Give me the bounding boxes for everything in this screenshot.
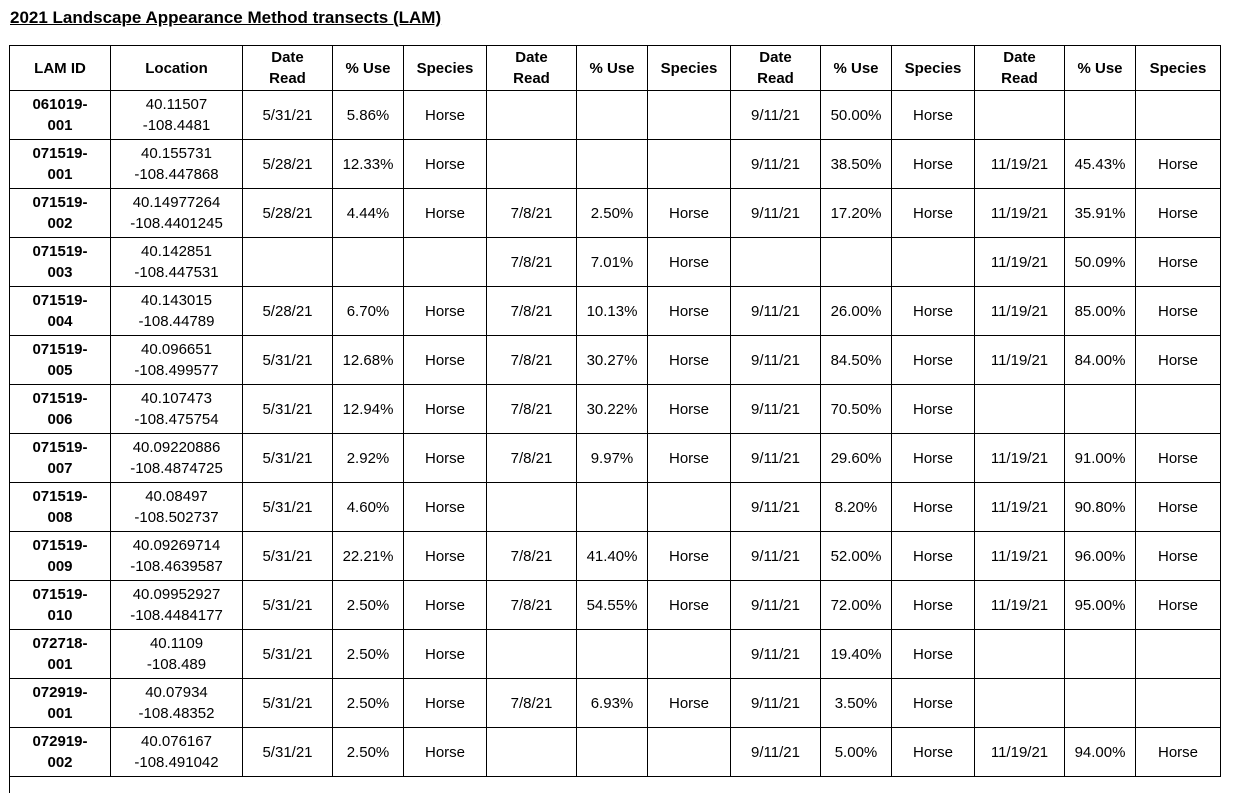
lam-id-cell: 071519- 003	[10, 238, 111, 287]
species-cell: Horse	[404, 336, 487, 385]
header-date-read: Date Read	[487, 46, 577, 91]
location-cell: 40.09220886 -108.4874725	[111, 434, 243, 483]
species-cell	[648, 91, 731, 140]
location-cell: 40.07934 -108.48352	[111, 679, 243, 728]
header-species: Species	[1136, 46, 1221, 91]
date-read-cell	[975, 630, 1065, 679]
location-cell: 40.143015 -108.44789	[111, 287, 243, 336]
date-read-cell	[731, 238, 821, 287]
header-location: Location	[111, 46, 243, 91]
pct-use-cell	[1065, 385, 1136, 434]
pct-use-cell: 10.13%	[577, 287, 648, 336]
date-read-cell: 7/8/21	[487, 336, 577, 385]
header-pct-use: % Use	[821, 46, 892, 91]
date-read-cell	[487, 483, 577, 532]
lam-id-cell: 071519- 010	[10, 581, 111, 630]
date-read-cell: 9/11/21	[731, 630, 821, 679]
species-cell	[648, 483, 731, 532]
species-cell	[1136, 679, 1221, 728]
header-pct-use: % Use	[1065, 46, 1136, 91]
pct-use-cell: 3.50%	[821, 679, 892, 728]
pct-use-cell: 12.68%	[333, 336, 404, 385]
species-cell: Horse	[1136, 434, 1221, 483]
species-cell: Horse	[892, 483, 975, 532]
date-read-cell: 11/19/21	[975, 728, 1065, 777]
pct-use-cell: 26.00%	[821, 287, 892, 336]
lam-id-cell: 072919- 001	[10, 679, 111, 728]
pct-use-cell: 84.50%	[821, 336, 892, 385]
table-row	[10, 336, 1221, 385]
pct-use-cell: 7.01%	[577, 238, 648, 287]
date-read-cell	[975, 385, 1065, 434]
date-read-cell: 11/19/21	[975, 140, 1065, 189]
lam-id-cell: 072919- 002	[10, 728, 111, 777]
species-cell	[1136, 385, 1221, 434]
species-cell: Horse	[892, 91, 975, 140]
pct-use-cell: 96.00%	[1065, 532, 1136, 581]
pct-use-cell: 30.27%	[577, 336, 648, 385]
species-cell: Horse	[404, 385, 487, 434]
pct-use-cell: 95.00%	[1065, 581, 1136, 630]
table-body	[10, 91, 1221, 777]
date-read-cell: 7/8/21	[487, 385, 577, 434]
pct-use-cell	[1065, 91, 1136, 140]
pct-use-cell: 50.00%	[821, 91, 892, 140]
table-row	[10, 385, 1221, 434]
table-row	[10, 728, 1221, 777]
species-cell	[1136, 91, 1221, 140]
date-read-cell: 9/11/21	[731, 483, 821, 532]
table-row	[10, 287, 1221, 336]
table-row	[10, 532, 1221, 581]
date-read-cell: 7/8/21	[487, 679, 577, 728]
date-read-cell: 7/8/21	[487, 287, 577, 336]
pct-use-cell: 35.91%	[1065, 189, 1136, 238]
date-read-cell: 9/11/21	[731, 140, 821, 189]
date-read-cell: 7/8/21	[487, 238, 577, 287]
date-read-cell	[975, 679, 1065, 728]
species-cell: Horse	[892, 679, 975, 728]
header-species: Species	[648, 46, 731, 91]
date-read-cell	[487, 630, 577, 679]
date-read-cell: 7/8/21	[487, 581, 577, 630]
date-read-cell: 5/31/21	[243, 483, 333, 532]
date-read-cell: 9/11/21	[731, 189, 821, 238]
species-cell: Horse	[648, 434, 731, 483]
pct-use-cell: 6.70%	[333, 287, 404, 336]
species-cell: Horse	[404, 287, 487, 336]
pct-use-cell: 45.43%	[1065, 140, 1136, 189]
date-read-cell: 11/19/21	[975, 287, 1065, 336]
table-row	[10, 581, 1221, 630]
pct-use-cell: 12.33%	[333, 140, 404, 189]
date-read-cell: 5/31/21	[243, 385, 333, 434]
species-cell: Horse	[648, 336, 731, 385]
header-species: Species	[892, 46, 975, 91]
species-cell: Horse	[1136, 238, 1221, 287]
lam-transects-table	[9, 45, 1221, 777]
pct-use-cell: 4.44%	[333, 189, 404, 238]
date-read-cell: 11/19/21	[975, 434, 1065, 483]
lam-id-cell: 061019- 001	[10, 91, 111, 140]
species-cell: Horse	[648, 287, 731, 336]
pct-use-cell: 9.97%	[577, 434, 648, 483]
pct-use-cell: 50.09%	[1065, 238, 1136, 287]
species-cell: Horse	[404, 140, 487, 189]
pct-use-cell: 2.50%	[333, 581, 404, 630]
species-cell: Horse	[1136, 287, 1221, 336]
date-read-cell: 5/31/21	[243, 630, 333, 679]
pct-use-cell: 2.50%	[333, 630, 404, 679]
date-read-cell	[487, 140, 577, 189]
date-read-cell: 5/31/21	[243, 532, 333, 581]
pct-use-cell	[577, 140, 648, 189]
species-cell: Horse	[892, 434, 975, 483]
date-read-cell: 11/19/21	[975, 581, 1065, 630]
location-cell: 40.14977264 -108.4401245	[111, 189, 243, 238]
pct-use-cell: 30.22%	[577, 385, 648, 434]
lam-id-cell: 071519- 002	[10, 189, 111, 238]
pct-use-cell: 91.00%	[1065, 434, 1136, 483]
date-read-cell: 9/11/21	[731, 679, 821, 728]
species-cell: Horse	[404, 679, 487, 728]
lam-id-cell: 071519- 006	[10, 385, 111, 434]
pct-use-cell: 90.80%	[1065, 483, 1136, 532]
species-cell: Horse	[892, 287, 975, 336]
species-cell: Horse	[404, 581, 487, 630]
species-cell: Horse	[892, 336, 975, 385]
pct-use-cell: 4.60%	[333, 483, 404, 532]
table-row	[10, 679, 1221, 728]
date-read-cell: 7/8/21	[487, 189, 577, 238]
lam-id-cell: 071519- 007	[10, 434, 111, 483]
pct-use-cell: 2.92%	[333, 434, 404, 483]
pct-use-cell	[821, 238, 892, 287]
species-cell: Horse	[404, 189, 487, 238]
species-cell: Horse	[892, 581, 975, 630]
location-cell: 40.1109 -108.489	[111, 630, 243, 679]
page-edge-line	[9, 775, 10, 793]
species-cell	[648, 140, 731, 189]
pct-use-cell	[1065, 630, 1136, 679]
species-cell: Horse	[892, 728, 975, 777]
date-read-cell: 9/11/21	[731, 91, 821, 140]
pct-use-cell: 22.21%	[333, 532, 404, 581]
species-cell: Horse	[648, 238, 731, 287]
pct-use-cell	[333, 238, 404, 287]
pct-use-cell: 38.50%	[821, 140, 892, 189]
species-cell: Horse	[1136, 336, 1221, 385]
date-read-cell: 5/31/21	[243, 91, 333, 140]
date-read-cell: 11/19/21	[975, 483, 1065, 532]
species-cell	[648, 630, 731, 679]
table-row	[10, 91, 1221, 140]
date-read-cell: 9/11/21	[731, 287, 821, 336]
page-title: 2021 Landscape Appearance Method transects (LAM)	[10, 8, 442, 27]
lam-id-cell: 071519- 008	[10, 483, 111, 532]
header-row	[10, 46, 1221, 91]
species-cell: Horse	[404, 532, 487, 581]
table-row	[10, 630, 1221, 679]
pct-use-cell: 29.60%	[821, 434, 892, 483]
species-cell: Horse	[404, 728, 487, 777]
date-read-cell: 11/19/21	[975, 336, 1065, 385]
pct-use-cell: 2.50%	[577, 189, 648, 238]
pct-use-cell: 19.40%	[821, 630, 892, 679]
date-read-cell: 7/8/21	[487, 434, 577, 483]
species-cell: Horse	[404, 434, 487, 483]
pct-use-cell	[577, 630, 648, 679]
species-cell: Horse	[648, 679, 731, 728]
species-cell: Horse	[1136, 728, 1221, 777]
species-cell: Horse	[1136, 483, 1221, 532]
table-row	[10, 189, 1221, 238]
header-species: Species	[404, 46, 487, 91]
pct-use-cell: 85.00%	[1065, 287, 1136, 336]
date-read-cell: 5/28/21	[243, 287, 333, 336]
species-cell: Horse	[1136, 189, 1221, 238]
location-cell: 40.09269714 -108.4639587	[111, 532, 243, 581]
date-read-cell	[975, 91, 1065, 140]
lam-id-cell: 071519- 001	[10, 140, 111, 189]
lam-id-cell: 071519- 005	[10, 336, 111, 385]
species-cell: Horse	[892, 140, 975, 189]
location-cell: 40.076167 -108.491042	[111, 728, 243, 777]
pct-use-cell: 5.00%	[821, 728, 892, 777]
pct-use-cell: 84.00%	[1065, 336, 1136, 385]
date-read-cell: 7/8/21	[487, 532, 577, 581]
pct-use-cell: 41.40%	[577, 532, 648, 581]
pct-use-cell: 52.00%	[821, 532, 892, 581]
species-cell: Horse	[648, 532, 731, 581]
pct-use-cell: 12.94%	[333, 385, 404, 434]
species-cell: Horse	[892, 189, 975, 238]
date-read-cell: 11/19/21	[975, 189, 1065, 238]
lam-id-cell: 072718- 001	[10, 630, 111, 679]
date-read-cell	[487, 91, 577, 140]
date-read-cell: 9/11/21	[731, 532, 821, 581]
species-cell: Horse	[404, 91, 487, 140]
species-cell: Horse	[648, 581, 731, 630]
species-cell: Horse	[892, 630, 975, 679]
location-cell: 40.11507 -108.4481	[111, 91, 243, 140]
date-read-cell: 9/11/21	[731, 385, 821, 434]
species-cell	[404, 238, 487, 287]
pct-use-cell	[577, 728, 648, 777]
date-read-cell: 5/28/21	[243, 189, 333, 238]
pct-use-cell: 70.50%	[821, 385, 892, 434]
species-cell: Horse	[1136, 140, 1221, 189]
date-read-cell: 9/11/21	[731, 336, 821, 385]
pct-use-cell: 2.50%	[333, 728, 404, 777]
species-cell	[1136, 630, 1221, 679]
location-cell: 40.155731 -108.447868	[111, 140, 243, 189]
date-read-cell: 5/31/21	[243, 336, 333, 385]
table-row	[10, 140, 1221, 189]
date-read-cell	[243, 238, 333, 287]
pct-use-cell: 94.00%	[1065, 728, 1136, 777]
species-cell: Horse	[892, 385, 975, 434]
species-cell: Horse	[1136, 532, 1221, 581]
location-cell: 40.09952927 -108.4484177	[111, 581, 243, 630]
pct-use-cell: 6.93%	[577, 679, 648, 728]
lam-id-cell: 071519- 004	[10, 287, 111, 336]
header-pct-use: % Use	[333, 46, 404, 91]
pct-use-cell	[577, 483, 648, 532]
date-read-cell: 5/31/21	[243, 434, 333, 483]
header-date-read: Date Read	[975, 46, 1065, 91]
table-row	[10, 238, 1221, 287]
pct-use-cell	[1065, 679, 1136, 728]
header-pct-use: % Use	[577, 46, 648, 91]
location-cell: 40.096651 -108.499577	[111, 336, 243, 385]
species-cell: Horse	[404, 483, 487, 532]
location-cell: 40.08497 -108.502737	[111, 483, 243, 532]
pct-use-cell: 54.55%	[577, 581, 648, 630]
date-read-cell: 9/11/21	[731, 434, 821, 483]
date-read-cell	[487, 728, 577, 777]
pct-use-cell: 8.20%	[821, 483, 892, 532]
location-cell: 40.107473 -108.475754	[111, 385, 243, 434]
header-date-read: Date Read	[731, 46, 821, 91]
table-row	[10, 483, 1221, 532]
date-read-cell: 5/31/21	[243, 581, 333, 630]
species-cell: Horse	[892, 532, 975, 581]
date-read-cell: 5/31/21	[243, 728, 333, 777]
header-date-read: Date Read	[243, 46, 333, 91]
pct-use-cell: 5.86%	[333, 91, 404, 140]
species-cell: Horse	[648, 189, 731, 238]
date-read-cell: 11/19/21	[975, 238, 1065, 287]
table-row	[10, 434, 1221, 483]
species-cell	[648, 728, 731, 777]
date-read-cell: 5/28/21	[243, 140, 333, 189]
species-cell: Horse	[404, 630, 487, 679]
date-read-cell: 9/11/21	[731, 728, 821, 777]
date-read-cell: 5/31/21	[243, 679, 333, 728]
pct-use-cell: 2.50%	[333, 679, 404, 728]
species-cell: Horse	[1136, 581, 1221, 630]
date-read-cell: 11/19/21	[975, 532, 1065, 581]
date-read-cell: 9/11/21	[731, 581, 821, 630]
species-cell: Horse	[648, 385, 731, 434]
pct-use-cell: 17.20%	[821, 189, 892, 238]
header-lam-id: LAM ID	[10, 46, 111, 91]
species-cell	[892, 238, 975, 287]
pct-use-cell	[577, 91, 648, 140]
lam-id-cell: 071519- 009	[10, 532, 111, 581]
location-cell: 40.142851 -108.447531	[111, 238, 243, 287]
pct-use-cell: 72.00%	[821, 581, 892, 630]
